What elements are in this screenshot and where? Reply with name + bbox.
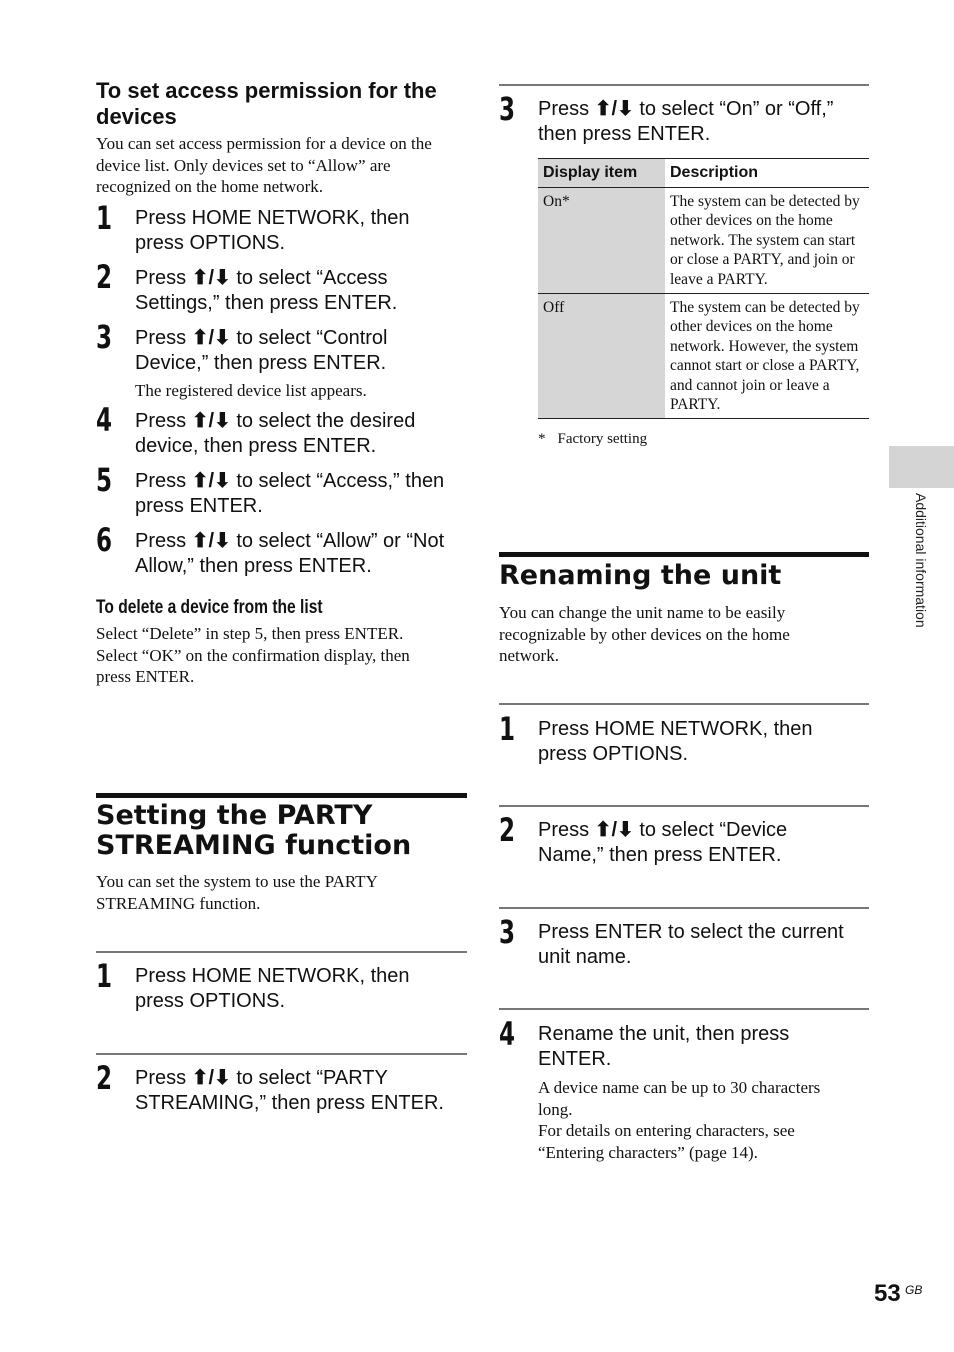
side-tab-label: Additional information xyxy=(913,493,929,628)
rename-step-3-text: Press ENTER to select the current unit name. xyxy=(538,921,844,968)
delete-device-text: Select “Delete” in step 5, then press ENTER. Select “OK” on the confirmation display, then press ENTER. xyxy=(96,624,410,686)
up-down-arrow-icon: ⬆/⬇ xyxy=(191,470,231,492)
step-number: 4 xyxy=(96,401,113,439)
section-rule xyxy=(499,552,869,557)
rename-step-2-text: Press ⬆/⬇ to select “Device Name,” then press ENTER. xyxy=(538,819,788,866)
party-step-2-text: Press ⬆/⬇ to select “PARTY STREAMING,” then press ENTER. xyxy=(135,1067,444,1114)
step-rule xyxy=(499,703,869,705)
step-rule xyxy=(499,84,869,86)
section-rule xyxy=(96,793,467,798)
access-step-5-text: Press ⬆/⬇ to select “Access,” then press ENTER. xyxy=(135,470,445,517)
step-number: 2 xyxy=(499,811,516,849)
up-down-arrow-icon: ⬆/⬇ xyxy=(191,267,231,289)
step-number: 4 xyxy=(499,1015,516,1053)
step-number: 3 xyxy=(96,318,113,356)
footnote-mark: * xyxy=(538,431,546,447)
table-cell: On* xyxy=(538,188,665,294)
step-number: 1 xyxy=(499,710,516,748)
up-down-arrow-icon: ⬆/⬇ xyxy=(191,410,231,432)
display-item-table xyxy=(538,158,869,419)
up-down-arrow-icon: ⬆/⬇ xyxy=(191,327,231,349)
rename-step-1-text: Press HOME NETWORK, then press OPTIONS. xyxy=(538,718,813,765)
access-permission-heading: To set access permission for the devices xyxy=(96,78,437,129)
table-row xyxy=(538,294,869,419)
step-rule xyxy=(96,951,467,953)
table-cell: The system can be detected by other devices on the home network. However, the system cannot start or close a PARTY, and cannot join or leave a PARTY. xyxy=(665,294,869,419)
rename-step-4-note: A device name can be up to 30 characters long. For details on entering characters, see “Entering characters” (page 14). xyxy=(538,1078,821,1162)
step-rule xyxy=(499,907,869,909)
table-footnote xyxy=(538,431,647,448)
step-number: 1 xyxy=(96,957,113,995)
table-cell: Off xyxy=(538,294,665,419)
party-step-1-text: Press HOME NETWORK, then press OPTIONS. xyxy=(135,965,410,1012)
page-number-suffix: GB xyxy=(905,1283,923,1297)
step-number: 2 xyxy=(96,258,113,296)
delete-device-subheading: To delete a device from the list xyxy=(96,597,323,618)
page-number: 53 xyxy=(874,1280,901,1307)
party-streaming-intro: You can set the system to use the PARTY STREAMING function. xyxy=(96,872,378,913)
table-cell: The system can be detected by other devices on the home network. The system can start or close a PARTY, and join or leave a PARTY. xyxy=(665,188,869,294)
step-number: 6 xyxy=(96,521,113,559)
up-down-arrow-icon: ⬆/⬇ xyxy=(594,819,634,841)
step-number: 1 xyxy=(96,199,113,237)
access-step-4-text: Press ⬆/⬇ to select the desired device, then press ENTER. xyxy=(135,410,416,457)
table-header-cell: Description xyxy=(665,159,869,188)
step-rule xyxy=(499,1008,869,1010)
step-number: 3 xyxy=(499,90,516,128)
renaming-intro: You can change the unit name to be easily recognizable by other devices on the home network. xyxy=(499,603,790,665)
up-down-arrow-icon: ⬆/⬇ xyxy=(594,98,634,120)
access-step-3-text: Press ⬆/⬇ to select “Control Device,” then press ENTER. xyxy=(135,327,388,374)
access-permission-intro: You can set access permission for a device on the device list. Only devices set to “Allow” are recognized on the home network. xyxy=(96,134,432,196)
footnote-text: Factory setting xyxy=(557,431,648,447)
access-step-2-text: Press ⬆/⬇ to select “Access Settings,” then press ENTER. xyxy=(135,267,398,314)
table-row xyxy=(538,188,869,294)
party-streaming-heading: Setting the PARTY STREAMING function xyxy=(96,800,412,861)
party-step-3-text: Press ⬆/⬇ to select “On” or “Off,” then press ENTER. xyxy=(538,98,834,145)
step-number: 3 xyxy=(499,913,516,951)
step-number: 2 xyxy=(96,1059,113,1097)
access-step-3-note: The registered device list appears. xyxy=(135,381,367,400)
access-step-6-text: Press ⬆/⬇ to select “Allow” or “Not Allow,” then press ENTER. xyxy=(135,530,445,577)
step-rule xyxy=(96,1053,467,1055)
table-header-row xyxy=(538,159,869,188)
step-rule xyxy=(499,805,869,807)
step-number: 5 xyxy=(96,461,113,499)
table-header-cell: Display item xyxy=(538,159,665,188)
access-step-1-text: Press HOME NETWORK, then press OPTIONS. xyxy=(135,207,410,254)
side-tab-marker xyxy=(889,446,954,488)
up-down-arrow-icon: ⬆/⬇ xyxy=(191,1067,231,1089)
rename-step-4-text: Rename the unit, then press ENTER. xyxy=(538,1023,790,1070)
up-down-arrow-icon: ⬆/⬇ xyxy=(191,530,231,552)
renaming-heading: Renaming the unit xyxy=(499,560,782,591)
